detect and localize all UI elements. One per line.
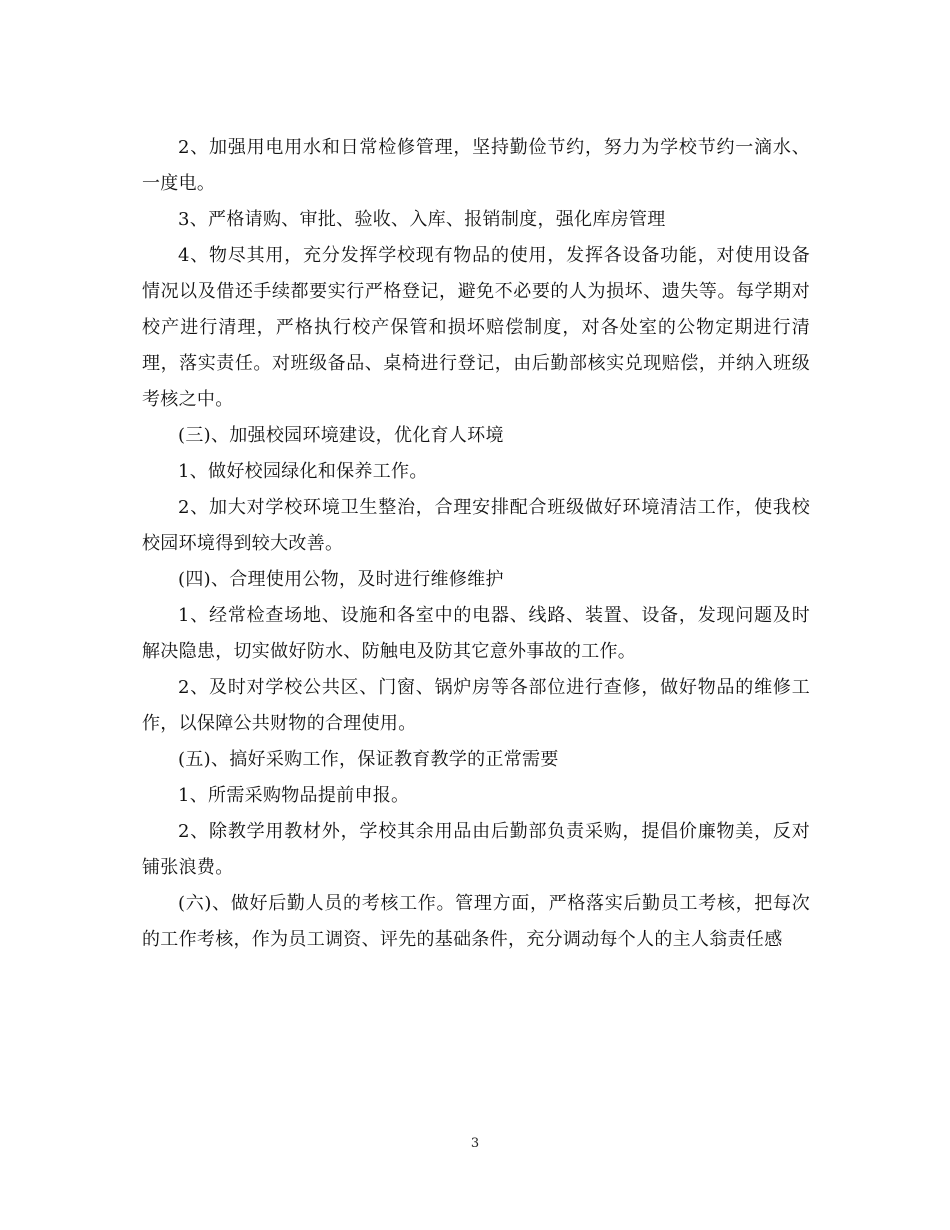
document-body <box>142 130 810 958</box>
paragraph-sanitation: 2、加大对学校环境卫生整治，合理安排配合班级做好环境清洁工作，使我校校园环境得到较大改善。 <box>142 497 810 554</box>
paragraph-inspection: 1、经常检查场地、设施和各室中的电器、线路、装置、设备，发现问题及时解决隐患，切实做好防水、防触电及防其它意外事故的工作。 <box>142 605 810 662</box>
paragraph-advance-declaration: 1、所需采购物品提前申报。 <box>178 785 410 806</box>
paragraph-greening: 1、做好校园绿化和保养工作。 <box>178 461 428 482</box>
section-heading-campus-environment: (三)、加强校园环境建设，优化育人环境 <box>178 425 504 446</box>
section-heading-maintenance: (四)、合理使用公物，及时进行维修维护 <box>178 569 504 590</box>
paragraph-procurement-responsibility: 2、除教学用教材外，学校其余用品由后勤部负责采购，提倡价廉物美，反对铺张浪费。 <box>142 821 810 878</box>
section-heading-staff-assessment: (六)、做好后勤人员的考核工作。管理方面，严格落实后勤员工考核，把每次的工作考核，作为员工调资、评先的基础条件，充分调动每个人的主人翁责任感 <box>142 893 810 950</box>
paragraph-purchase-approval: 3、严格请购、审批、验收、入库、报销制度，强化库房管理 <box>178 209 666 230</box>
page-number: 3 <box>470 1136 480 1151</box>
section-heading-procurement: (五)、搞好采购工作，保证教育教学的正常需要 <box>178 749 559 770</box>
paragraph-electricity-water: 2、加强用电用水和日常检修管理，坚持勤俭节约，努力为学校节约一滴水、一度电。 <box>142 137 810 194</box>
paragraph-asset-usage: 4、物尽其用，充分发挥学校现有物品的使用，发挥各设备功能，对使用设备情况以及借还手续都要实行严格登记，避免不必要的人为损坏、遗失等。每学期对校产进行清理，严格执行校产保管和损坏赔偿制度，对各处室的公物定期进行清理，落实责任。对班级备品、桌椅进行登记，由后勤部核实兑现赔偿，并纳入班级考核之中。 <box>142 245 810 410</box>
paragraph-repairs: 2、及时对学校公共区、门窗、锅炉房等各部位进行查修，做好物品的维修工作，以保障公共财物的合理使用。 <box>142 677 810 734</box>
